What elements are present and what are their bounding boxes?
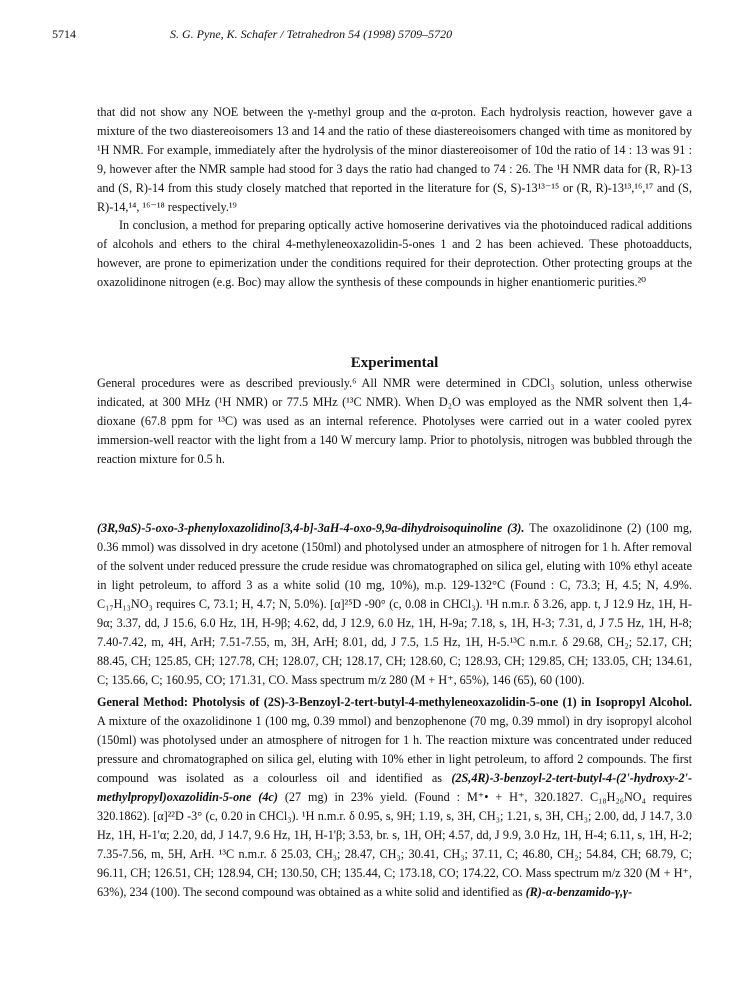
page-header bbox=[52, 27, 692, 43]
paragraph-conclusion bbox=[97, 216, 692, 292]
compound-name: (2S,4R)-3-benzoyl-2-tert-butyl-4-(2'-hydroxy-2'-methylpropyl)oxazolidin-5-one (4c) bbox=[97, 771, 692, 804]
compound-name-trailing: (R)-α-benzamido-γ,γ- bbox=[525, 885, 633, 899]
paragraph-text: In conclusion, a method for preparing optically active homoserine derivatives via the photoinduced radical additions of alcohols and ethers to the chiral 4-methyleneoxazolidin-5-ones 1 and 2 has been achieved. These photoadducts, however, are prone to epimerization under the conditions required for their deprotection. Other protecting groups at the oxazolidinone nitrogen (e.g. Boc) may allow the synthesis of these compounds in higher enantiomeric purities.²⁰ bbox=[97, 218, 692, 289]
method-title: General Method: Photolysis of (2S)-3-Benzoyl-2-tert-butyl-4-methyleneoxazolidin-5-one (1) in Isopropyl Alcohol. bbox=[97, 695, 692, 709]
paragraph-general-method bbox=[97, 693, 692, 902]
paragraph-text: (27 mg) in 23% yield. (Found : M⁺• + H⁺, 320.1827. C₁₈H₂₆NO₄ requires 320.1862). [α]²²D -3° (c, 0.20 in CHCl₃). ¹H n.m.r. δ 0.95, s, 9H; 1.19, s, 3H, CH₃; 1.21, s, 3H, CH₃; 2.00, dd, J 14.7, 3.0 Hz, 1H, H-1'α; 2.20, dd, J 14.7, 9.6 Hz, 1H, H-1'β; 3.53, br. s, 1H, OH; 4.57, dd, J 9.9, 3.0 Hz, 1H, H-4; 6.11, s, 1H, H-2; 7.35-7.56, m, 5H, ArH. ¹³C n.m.r. δ 25.03, CH₃; 28.47, CH₃; 30.41, CH₃; 37.11, C; 46.80, CH₂; 54.84, CH; 68.79, C; 96.11, CH; 126.51, CH; 128.94, CH; 130.50, CH; 135.44, C; 173.18, CO; 174.22, CO. Mass spectrum m/z 320 (M + H⁺, 63%), 234 (100). The second compound was obtained as a white solid and identified as bbox=[97, 790, 692, 899]
paragraph-hydrolysis bbox=[97, 103, 692, 217]
compound-title: (3R,9aS)-5-oxo-3-phenyloxazolidino[3,4-b]-3aH-4-oxo-9,9a-dihydroisoquinoline (3). bbox=[97, 521, 525, 535]
paragraph-compound-3 bbox=[97, 519, 692, 690]
page-number: 5714 bbox=[52, 27, 76, 41]
paragraph-text: The oxazolidinone (2) (100 mg, 0.36 mmol) was dissolved in dry acetone (150ml) and photolysed under an atmosphere of nitrogen for 1 h. After removal of the solvent under reduced pressure the crude residue was chromatographed on silica gel, eluting with 10% ethyl aceate in light petroleum, to afford 3 as a white solid (10 mg, 10%), m.p. 129-132°C (Found : C, 73.3; H, 4.5; N, 4.9%. C₁₇H₁₃NO₃ requires C, 73.1; H, 4.7; N, 5.0%). [α]²⁵D -90° (c, 0.08 in CHCl₃). ¹H n.m.r. δ 3.26, app. t, J 12.9 Hz, 1H, H-9α; 3.37, dd, J 15.6, 6.0 Hz, 1H, H-9β; 4.62, dd, J 12.9, 6.0 Hz, 1H, H-9a; 7.18, s, 1H, H-3; 7.31, d, J 7.5 Hz, 1H, H-8; 7.40-7.42, m, 4H, ArH; 7.51-7.55, m, 3H, ArH; 8.01, dd, J 7.5, 1.5 Hz, 1H, H-5.¹³C n.m.r. δ 29.68, CH₂; 52.17, CH; 88.45, CH; 125.85, CH; 127.78, CH; 128.07, CH; 128.17, CH; 128.60, C; 128.93, CH; 129.85, CH; 133.05, CH; 134.61, C; 135.66, C; 160.95, CO; 171.31, CO. Mass spectrum m/z 280 (M + H⁺, 65%), 146 (65), 60 (100). bbox=[97, 521, 692, 687]
paragraph-general-procedures bbox=[97, 374, 692, 469]
paragraph-text: A mixture of the oxazolidinone 1 (100 mg, 0.39 mmol) and benzophenone (70 mg, 0.39 mmol) in dry isopropyl alcohol (150ml) was photolysed under an atmosphere of nitrogen for 1 h. The reaction mixture was concentrated under reduced pressure and chromatographed on silica gel, eluting with 10% ether in light petroleum, to afford 2 compounds. The first compound was isolated as a colourless oil and identified as bbox=[97, 714, 692, 785]
section-heading-experimental: Experimental bbox=[350, 355, 439, 371]
running-head: S. G. Pyne, K. Schafer / Tetrahedron 54 (1998) 5709–5720 bbox=[170, 27, 453, 41]
paragraph-text: that did not show any NOE between the γ-methyl group and the α-proton. Each hydrolysis reaction, however gave a mixture of the two diastereoisomers 13 and 14 and the ratio of these diastereoisomers changed with time as monitored by ¹H NMR. For example, immediately after the hydrolysis of the minor diastereoisomer of 10d the ratio of 14 : 13 was 91 : 9, however after the NMR sample had stood for 3 days the ratio had changed to 74 : 26. The ¹H NMR data for (R, R)-13 and (S, R)-14 from this study closely matched that reported in the literature for (S, S)-13¹³⁻¹⁵ or (R, R)-13¹³,¹⁶,¹⁷ and (S, R)-14,¹⁴, ¹⁶⁻¹⁸ respectively.¹⁹ bbox=[97, 105, 692, 214]
paragraph-text: General procedures were as described previously.⁶ All NMR were determined in CDCl₃ solution, unless otherwise indicated, at 300 MHz (¹H NMR) or 77.5 MHz (¹³C NMR). When D₂O was employed as the NMR solvent then 1,4-dioxane (67.8 ppm for ¹³C) was used as an internal reference. Photolyses were carried out in a water cooled pyrex immersion-well reactor with the light from a 140 W mercury lamp. Prior to photolysis, nitrogen was bubbled through the reaction mixture for 0.5 h. bbox=[97, 376, 692, 466]
